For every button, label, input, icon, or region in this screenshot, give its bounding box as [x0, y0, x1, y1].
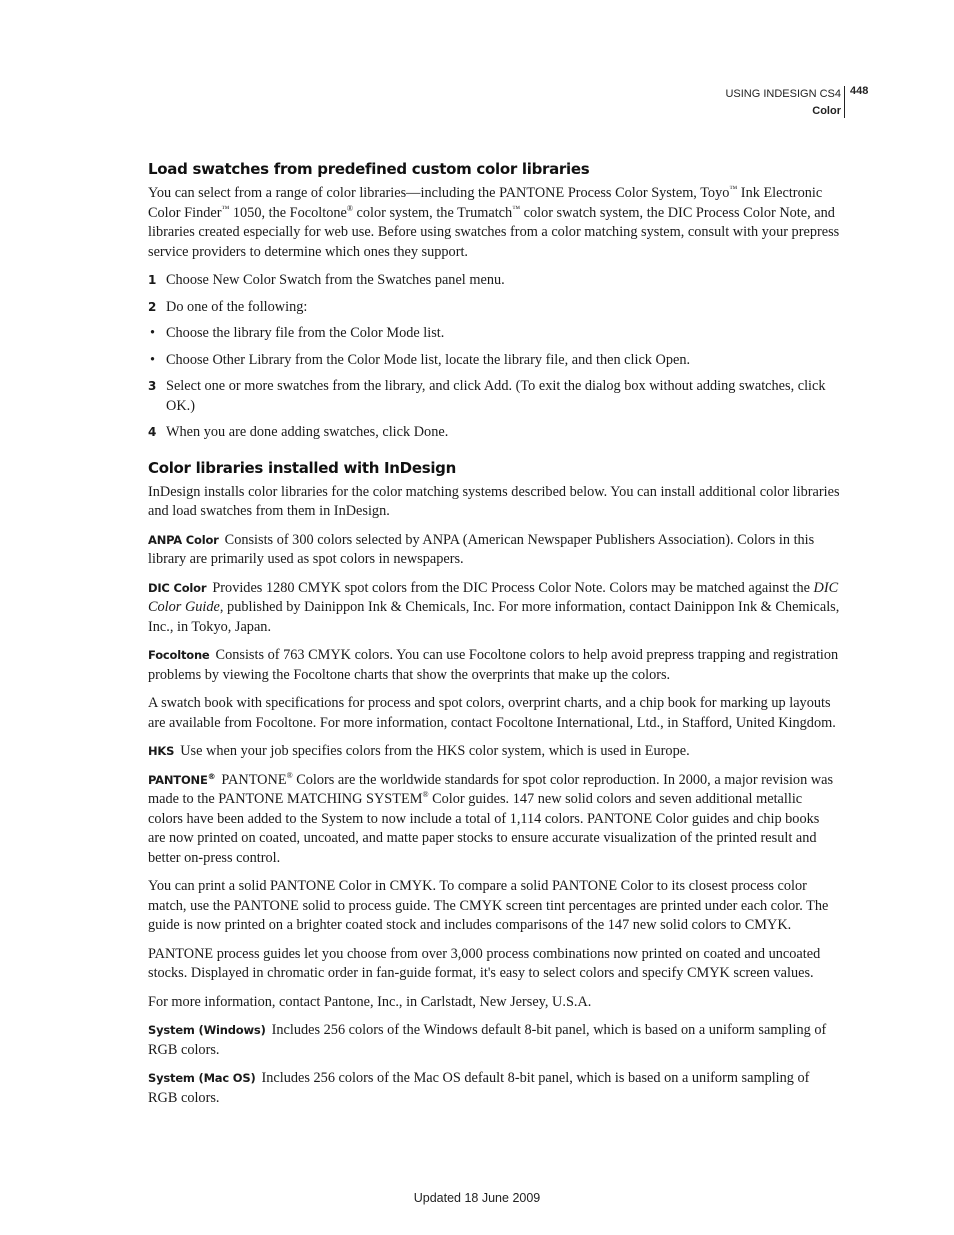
step-text: Do one of the following:: [166, 298, 308, 315]
term-pantone: [148, 773, 215, 787]
anpa-text: Consists of 300 colors selected by ANPA (American Newspaper Publishers Association). Colors in this library are primarily used as spot colors in newspapers.: [148, 531, 815, 567]
step-number: 2: [148, 299, 157, 314]
book-title: USING INDESIGN CS4: [725, 88, 841, 100]
registered-mark: ®: [346, 203, 353, 213]
step-number: 4: [148, 425, 157, 439]
page-number: 448: [850, 85, 869, 97]
term-focoltone: Focoltone: [148, 648, 210, 662]
registered-mark: ®: [422, 790, 429, 800]
page-content: [148, 158, 840, 1117]
pantone-text-1: PANTONE: [221, 771, 287, 788]
bullet-text: Choose the library file from the Color Mode list.: [166, 325, 445, 341]
bullet-icon: •: [150, 351, 156, 368]
step-2: [148, 298, 840, 318]
system-windows-text: Includes 256 colors of the Windows default 8-bit panel, which is based on a uniform sampling of RGB colors.: [148, 1022, 827, 1058]
libraries-intro: InDesign installs color libraries for the color matching systems described below. You can install additional color libraries and load swatches from them in InDesign.: [148, 483, 840, 519]
intro-text-2: Ink Electronic Color Finder: [148, 185, 823, 221]
footer-updated: Updated 18 June 2009: [413, 1191, 541, 1205]
entry-system-windows: [148, 1021, 840, 1060]
step-1: [148, 271, 840, 291]
intro-text-5: color swatch system, the DIC Process Color Note, and libraries created especially for web use. Before using swatches from a color matching system, consult with your prepress service providers to determine which ones they support.: [148, 204, 840, 260]
focoltone-text: Consists of 763 CMYK colors. You can use Focoltone colors to help avoid prepress trapping and registration problems by viewing the Focoltone charts that show the overprints that make up the colors.: [148, 647, 839, 683]
section-heading-load-swatches: Load swatches from predefined custom color libraries: [148, 160, 590, 178]
bullet-icon: •: [150, 325, 156, 341]
term-hks: HKS: [148, 744, 175, 758]
trademark-mark: ™: [729, 184, 738, 194]
intro-paragraph: [148, 184, 840, 262]
color-libraries-section: [148, 457, 840, 1109]
bullet-item: [148, 351, 840, 371]
intro-text-3: 1050, the Focoltone: [229, 204, 347, 221]
pantone-text-3: Color guides. 147 new solid colors and seven additional metallic colors have been added to the System to now include a total of 1,114 colors. PANTONE Color guides and chip books are now printed on coated, uncoated, and matte paper stocks to ensure accurate visualization of the printed result and better on-press control.: [148, 791, 820, 866]
entry-system-mac: [148, 1069, 840, 1108]
entry-pantone: [148, 771, 840, 869]
chapter-title: Color: [812, 105, 841, 117]
step-number: 3: [148, 379, 157, 393]
section-heading-color-libraries: Color libraries installed with InDesign: [148, 458, 456, 477]
intro-text-1: You can select from a range of color libraries—including the PANTONE Process Color System, Toyo: [148, 185, 730, 201]
entry-hks: [148, 742, 840, 762]
pantone-cmyk-paragraph: You can print a solid PANTONE Color in CMYK. To compare a solid PANTONE Color to its closest process color match, use the PANTONE solid to process guide. The CMYK screen tint percentages are printed under each color. The guide is now printed on a brighter coated stock and includes comparisons of the 147 new solid colors to CMYK.: [148, 878, 829, 933]
term-system-mac: System (Mac OS): [148, 1071, 256, 1085]
pantone-text-2: Colors are the worldwide standards for spot color reproduction. In 2000, a major revision was made to the PANTONE MATCHING SYSTEM: [148, 771, 834, 807]
focoltone-more: A swatch book with specifications for process and spot colors, overprint charts, and a chip book for marking up layouts are available from Focoltone. For more information, contact Focoltone International, Ltd., in Stafford, United Kingdom.: [148, 695, 836, 731]
entry-anpa: [148, 531, 840, 570]
term-anpa: ANPA Color: [148, 532, 219, 547]
pantone-contact-paragraph: For more information, contact Pantone, Inc., in Carlstadt, New Jersey, U.S.A.: [148, 993, 592, 1010]
term-dic: DIC Color: [148, 580, 207, 595]
term-system-windows: System (Windows): [148, 1023, 266, 1037]
step-number: 1: [148, 273, 157, 287]
bullet-item: [148, 324, 840, 344]
step-3: [148, 377, 840, 416]
pantone-term-text: PANTONE: [148, 772, 208, 787]
running-head: [725, 86, 841, 120]
header-divider: [844, 86, 845, 118]
dic-text-1: Provides 1280 CMYK spot colors from the DIC Process Color Note. Colors may be matched against the: [212, 579, 814, 596]
registered-mark: ®: [286, 770, 293, 780]
pantone-process-paragraph: PANTONE process guides let you choose from over 3,000 process combinations now printed on coated and uncoated stocks. Displayed in chromatic order in fan-guide format, it's easy to select colors and specify CMYK screen values.: [148, 945, 821, 981]
system-mac-text: Includes 256 colors of the Mac OS default 8-bit panel, which is based on a uniform sampling of RGB colors.: [148, 1070, 810, 1106]
step-text: When you are done adding swatches, click Done.: [166, 424, 449, 440]
trademark-mark: ™: [221, 203, 230, 213]
trademark-mark: ™: [512, 203, 521, 213]
step-text: Choose New Color Swatch from the Swatches panel menu.: [166, 272, 505, 288]
dic-text-2: , published by Dainippon Ink & Chemicals, Inc. For more information, contact Dainippon Ink & Chemicals, Inc., in Tokyo, Japan.: [148, 599, 840, 635]
step-4: [148, 423, 840, 443]
entry-focoltone: [148, 646, 840, 685]
registered-mark: ®: [207, 771, 216, 781]
entry-dic: [148, 579, 840, 638]
bullet-text: Choose Other Library from the Color Mode list, locate the library file, and then click Open.: [166, 351, 691, 368]
step-text: Select one or more swatches from the library, and click Add. (To exit the dialog box without adding swatches, click OK.): [166, 378, 826, 414]
dic-guide-title: DIC Color Guide: [148, 579, 839, 615]
hks-text: Use when your job specifies colors from the HKS color system, which is used in Europe.: [180, 743, 690, 759]
intro-text-4: color system, the Trumatch: [352, 204, 513, 221]
